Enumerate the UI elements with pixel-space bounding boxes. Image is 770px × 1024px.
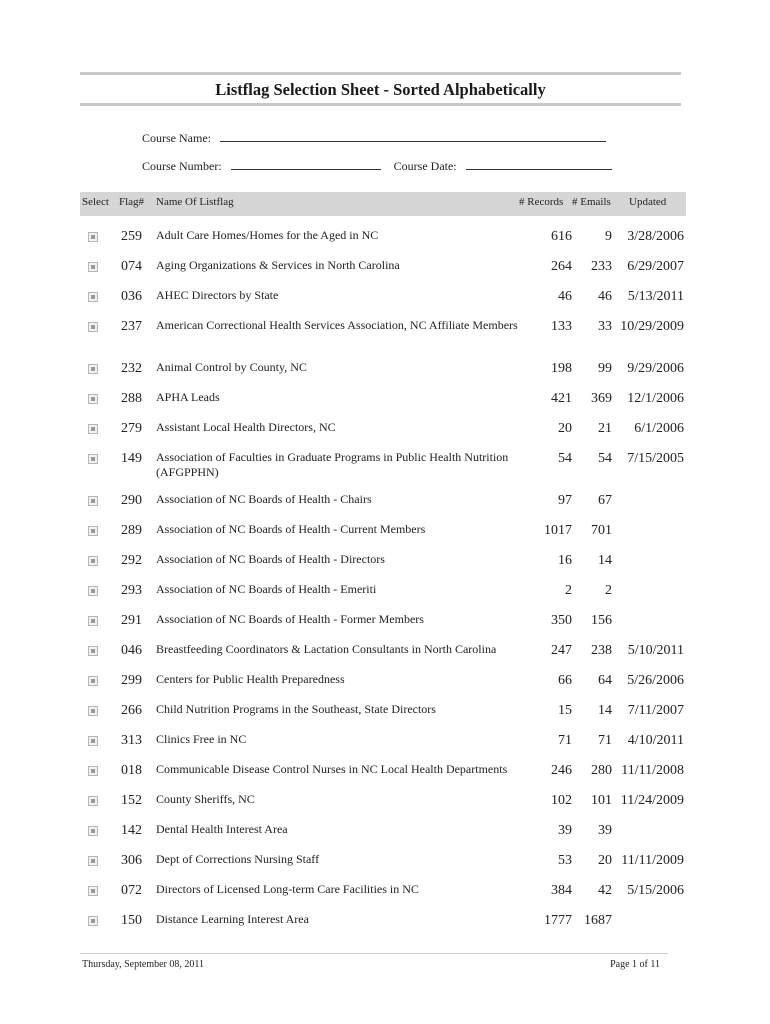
updated-date: 11/11/2008 <box>621 763 684 778</box>
select-checkbox[interactable] <box>88 826 98 836</box>
course-name-field[interactable] <box>220 129 606 142</box>
select-checkbox[interactable] <box>88 394 98 404</box>
listflag-name: American Correctional Health Services Association, NC Affiliate Members <box>156 318 518 332</box>
listflag-name: Association of NC Boards of Health - Emeriti <box>156 582 377 596</box>
emails-count: 21 <box>598 421 612 436</box>
page-title: Listflag Selection Sheet - Sorted Alphabetically <box>215 80 546 99</box>
select-checkbox[interactable] <box>88 496 98 506</box>
footer-page-number: Page 1 of 11 <box>610 959 660 970</box>
listflag-name: Distance Learning Interest Area <box>156 912 309 926</box>
emails-count: 99 <box>598 361 612 376</box>
emails-count: 156 <box>591 613 612 628</box>
emails-count: 39 <box>598 823 612 838</box>
table-row <box>80 913 686 943</box>
course-name-label: Course Name: <box>142 131 211 145</box>
table-row <box>80 493 686 523</box>
emails-count: 701 <box>591 523 612 538</box>
flag-number: 291 <box>121 613 142 628</box>
flag-number: 142 <box>121 823 142 838</box>
select-checkbox[interactable] <box>88 364 98 374</box>
flag-number: 152 <box>121 793 142 808</box>
emails-count: 14 <box>598 553 612 568</box>
table-row <box>80 823 686 853</box>
records-count: 133 <box>551 319 572 334</box>
updated-date: 4/10/2011 <box>627 733 684 748</box>
select-checkbox[interactable] <box>88 292 98 302</box>
flag-number: 313 <box>121 733 142 748</box>
flag-number: 018 <box>121 763 142 778</box>
listflag-name: Association of NC Boards of Health - Current Members <box>156 522 426 536</box>
course-number-line <box>142 157 612 174</box>
updated-date: 5/10/2011 <box>627 643 684 658</box>
updated-date: 9/29/2006 <box>627 361 684 376</box>
flag-number: 150 <box>121 913 142 928</box>
flag-number: 292 <box>121 553 142 568</box>
flag-number: 266 <box>121 703 142 718</box>
listflag-name: Centers for Public Health Preparedness <box>156 672 345 686</box>
emails-count: 20 <box>598 853 612 868</box>
records-count: 198 <box>551 361 572 376</box>
title-rule-top <box>80 72 681 75</box>
emails-count: 46 <box>598 289 612 304</box>
flag-number: 299 <box>121 673 142 688</box>
emails-count: 14 <box>598 703 612 718</box>
table-row <box>80 391 686 421</box>
flag-number: 279 <box>121 421 142 436</box>
emails-count: 369 <box>591 391 612 406</box>
select-checkbox[interactable] <box>88 886 98 896</box>
records-count: 350 <box>551 613 572 628</box>
listflag-name: Association of NC Boards of Health - Directors <box>156 552 385 566</box>
updated-date: 12/1/2006 <box>627 391 684 406</box>
updated-date: 11/24/2009 <box>620 793 684 808</box>
select-checkbox[interactable] <box>88 526 98 536</box>
flag-number: 259 <box>121 229 142 244</box>
listflag-name: Child Nutrition Programs in the Southeast, State Directors <box>156 702 436 716</box>
course-number-label: Course Number: <box>142 159 222 173</box>
emails-count: 101 <box>591 793 612 808</box>
updated-date: 6/29/2007 <box>627 259 684 274</box>
records-count: 46 <box>558 289 572 304</box>
records-count: 97 <box>558 493 572 508</box>
table-row <box>80 361 686 391</box>
emails-count: 64 <box>598 673 612 688</box>
records-count: 264 <box>551 259 572 274</box>
table-row <box>80 733 686 763</box>
records-count: 247 <box>551 643 572 658</box>
flag-number: 046 <box>121 643 142 658</box>
listflag-name: Directors of Licensed Long-term Care Facilities in NC <box>156 882 419 896</box>
header-emails: # Emails <box>572 196 611 208</box>
emails-count: 2 <box>605 583 612 598</box>
select-checkbox[interactable] <box>88 232 98 242</box>
table-row <box>80 673 686 703</box>
records-count: 246 <box>551 763 572 778</box>
flag-number: 288 <box>121 391 142 406</box>
header-select: Select <box>82 196 109 208</box>
updated-date: 5/15/2006 <box>627 883 684 898</box>
updated-date: 3/28/2006 <box>627 229 684 244</box>
select-checkbox[interactable] <box>88 646 98 656</box>
flag-number: 293 <box>121 583 142 598</box>
emails-count: 238 <box>591 643 612 658</box>
header-name: Name Of Listflag <box>156 196 234 208</box>
records-count: 384 <box>551 883 572 898</box>
emails-count: 233 <box>591 259 612 274</box>
table-row <box>80 613 686 643</box>
header-updated: Updated <box>629 196 667 208</box>
table-row <box>80 451 686 481</box>
listflag-name: Dept of Corrections Nursing Staff <box>156 852 320 866</box>
flag-number: 289 <box>121 523 142 538</box>
listflag-name: Animal Control by County, NC <box>156 360 307 374</box>
table-row <box>80 319 686 349</box>
flag-number: 306 <box>121 853 142 868</box>
select-checkbox[interactable] <box>88 586 98 596</box>
table-row <box>80 229 686 259</box>
listflag-name: Adult Care Homes/Homes for the Aged in NC <box>156 228 379 242</box>
updated-date: 6/1/2006 <box>634 421 684 436</box>
flag-number: 237 <box>121 319 142 334</box>
records-count: 616 <box>551 229 572 244</box>
select-checkbox[interactable] <box>88 262 98 272</box>
records-count: 421 <box>551 391 572 406</box>
select-checkbox[interactable] <box>88 706 98 716</box>
select-checkbox[interactable] <box>88 556 98 566</box>
table-row <box>80 421 686 451</box>
course-date-field[interactable] <box>466 157 612 170</box>
emails-count: 280 <box>591 763 612 778</box>
flag-number: 232 <box>121 361 142 376</box>
emails-count: 67 <box>598 493 612 508</box>
records-count: 53 <box>558 853 572 868</box>
table-row <box>80 583 686 613</box>
flag-number: 036 <box>121 289 142 304</box>
table-row <box>80 763 686 793</box>
records-count: 1777 <box>544 913 572 928</box>
select-checkbox[interactable] <box>88 424 98 434</box>
select-checkbox[interactable] <box>88 766 98 776</box>
table-row <box>80 643 686 673</box>
listflag-name: Association of NC Boards of Health - Chairs <box>156 492 372 506</box>
emails-count: 42 <box>598 883 612 898</box>
flag-number: 072 <box>121 883 142 898</box>
table-row <box>80 523 686 553</box>
emails-count: 71 <box>598 733 612 748</box>
emails-count: 9 <box>605 229 612 244</box>
emails-count: 1687 <box>584 913 612 928</box>
records-count: 1017 <box>544 523 572 538</box>
table-row <box>80 883 686 913</box>
updated-date: 7/11/2007 <box>627 703 684 718</box>
listflag-name: Dental Health Interest Area <box>156 822 288 836</box>
select-checkbox[interactable] <box>88 454 98 464</box>
listflag-name: AHEC Directors by State <box>156 288 279 302</box>
listflag-name: Breastfeeding Coordinators & Lactation Consultants in North Carolina <box>156 642 497 656</box>
flag-number: 149 <box>121 451 142 466</box>
table-row <box>80 703 686 733</box>
listflag-name: APHA Leads <box>156 390 220 404</box>
updated-date: 5/13/2011 <box>627 289 684 304</box>
listflag-name: Assistant Local Health Directors, NC <box>156 420 336 434</box>
select-checkbox[interactable] <box>88 796 98 806</box>
listflag-name: County Sheriffs, NC <box>156 792 255 806</box>
listflag-name: Clinics Free in NC <box>156 732 247 746</box>
records-count: 2 <box>565 583 572 598</box>
emails-count: 33 <box>598 319 612 334</box>
updated-date: 7/15/2005 <box>627 451 684 466</box>
table-row <box>80 793 686 823</box>
updated-date: 10/29/2009 <box>620 319 684 334</box>
table-row <box>80 289 686 319</box>
emails-count: 54 <box>598 451 612 466</box>
records-count: 20 <box>558 421 572 436</box>
select-checkbox[interactable] <box>88 322 98 332</box>
title-rule-bottom <box>80 103 681 106</box>
records-count: 16 <box>558 553 572 568</box>
course-number-field[interactable] <box>231 157 381 170</box>
records-count: 15 <box>558 703 572 718</box>
records-count: 71 <box>558 733 572 748</box>
records-count: 54 <box>558 451 572 466</box>
footer-date: Thursday, September 08, 2011 <box>82 959 205 970</box>
select-checkbox[interactable] <box>88 856 98 866</box>
course-date-label: Course Date: <box>393 159 457 173</box>
course-name-line <box>142 129 606 146</box>
records-count: 39 <box>558 823 572 838</box>
records-count: 66 <box>558 673 572 688</box>
select-checkbox[interactable] <box>88 916 98 926</box>
table-row <box>80 853 686 883</box>
header-records: # Records <box>519 196 564 208</box>
select-checkbox[interactable] <box>88 616 98 626</box>
updated-date: 11/11/2009 <box>621 853 684 868</box>
header-flag: Flag# <box>119 196 145 208</box>
select-checkbox[interactable] <box>88 676 98 686</box>
listflag-name: Association of Faculties in Graduate Programs in Public Health Nutrition (AFGPPHN) <box>156 450 509 479</box>
table-row <box>80 553 686 583</box>
table-row <box>80 259 686 289</box>
flag-number: 074 <box>121 259 142 274</box>
flag-number: 290 <box>121 493 142 508</box>
listflag-name: Communicable Disease Control Nurses in NC Local Health Departments <box>156 762 508 776</box>
select-checkbox[interactable] <box>88 736 98 746</box>
listflag-name: Aging Organizations & Services in North Carolina <box>156 258 400 272</box>
updated-date: 5/26/2006 <box>627 673 684 688</box>
listflag-name: Association of NC Boards of Health - Former Members <box>156 612 424 626</box>
table-header <box>80 192 686 216</box>
records-count: 102 <box>551 793 572 808</box>
footer-rule <box>80 953 668 954</box>
